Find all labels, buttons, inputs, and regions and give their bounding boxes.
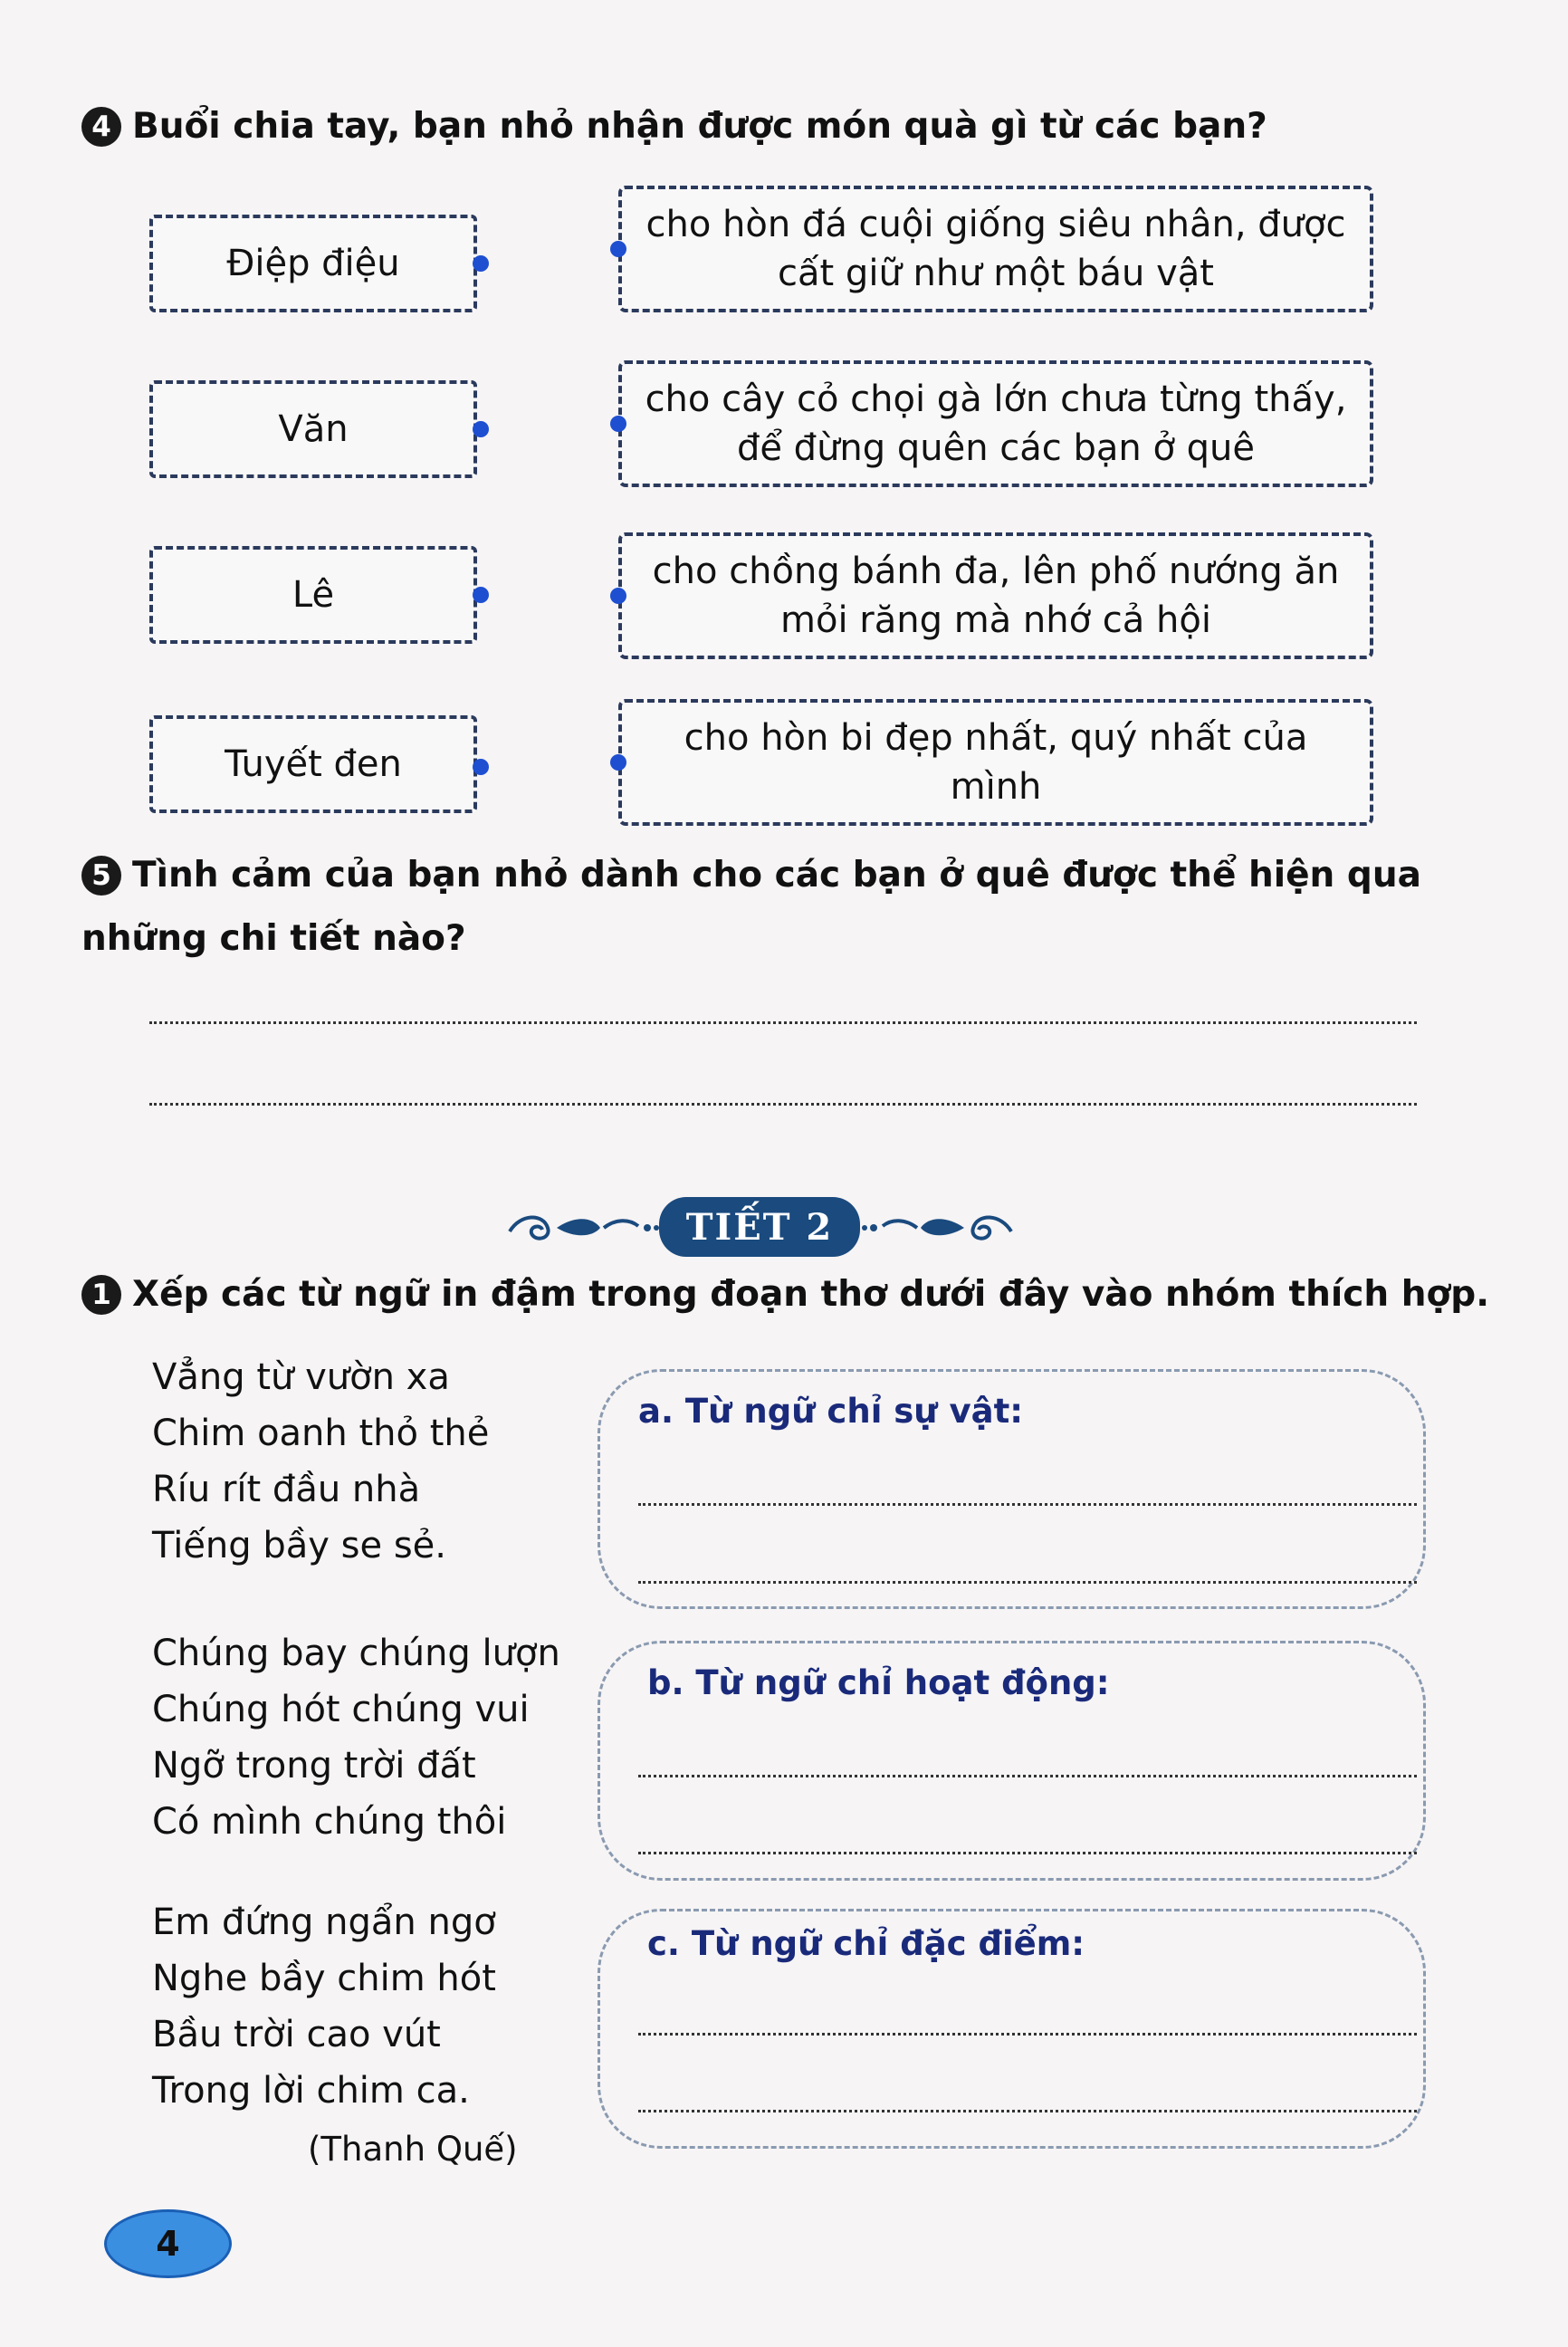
poem-line: Tiếng bầy se sẻ. <box>152 1525 446 1566</box>
gift-box-1[interactable]: cho hòn đá cuội giống siêu nhân, được cất giữ như một báu vật <box>618 186 1373 312</box>
exercise-1 <box>81 1269 1494 1321</box>
gift-box-4[interactable]: cho hòn bi đẹp nhất, quý nhất của mình <box>618 699 1373 826</box>
group-title-objects: a. Từ ngữ chỉ sự vật: <box>638 1392 1024 1431</box>
poem-author: (Thanh Quế) <box>308 2130 518 2169</box>
name-box-le[interactable]: Lê <box>149 546 477 644</box>
answer-line[interactable] <box>149 1021 1417 1024</box>
poem-line: Em đứng ngẩn ngơ <box>152 1902 496 1943</box>
poem-line: Nghe bầy chim hót <box>152 1958 496 1999</box>
poem-line: Ríu rít đầu nhà <box>152 1469 421 1510</box>
answer-line[interactable] <box>149 1103 1417 1106</box>
answer-line[interactable] <box>638 2033 1417 2036</box>
answer-line[interactable] <box>638 1503 1417 1506</box>
match-dot-left-1[interactable] <box>473 255 489 272</box>
poem-line: Chúng bay chúng lượn <box>152 1633 560 1674</box>
banner-ornament-left <box>502 1206 661 1248</box>
question-5 <box>81 844 1467 971</box>
poem-stanza-3 <box>152 1894 496 2119</box>
match-dot-left-2[interactable] <box>473 421 489 437</box>
question-number-badge: 5 <box>81 856 121 896</box>
question-number-badge: 4 <box>81 107 121 147</box>
name-box-van[interactable]: Văn <box>149 380 477 478</box>
poem-line: Vẳng từ vườn xa <box>152 1356 450 1398</box>
poem-line: Có mình chúng thôi <box>152 1801 507 1843</box>
answer-line[interactable] <box>638 1852 1417 1854</box>
name-box-diep-dieu[interactable]: Điệp điệu <box>149 215 477 312</box>
question-4 <box>81 101 1494 153</box>
answer-line[interactable] <box>638 2110 1417 2112</box>
group-title-actions: b. Từ ngữ chỉ hoạt động: <box>647 1663 1110 1702</box>
section-banner: TIẾT 2 <box>659 1197 860 1257</box>
page-number: 4 <box>104 2209 232 2278</box>
match-dot-left-3[interactable] <box>473 587 489 603</box>
gift-box-3[interactable]: cho chồng bánh đa, lên phố nướng ăn mỏi răng mà nhớ cả hội <box>618 532 1373 659</box>
poem-line: Bầu trời cao vút <box>152 2014 441 2055</box>
match-dot-right-4[interactable] <box>610 754 626 771</box>
poem-stanza-1 <box>152 1349 489 1574</box>
gift-box-2[interactable]: cho cây cỏ chọi gà lớn chưa từng thấy, để đừng quên các bạn ở quê <box>618 360 1373 487</box>
question-4-text: Buổi chia tay, bạn nhỏ nhận được món quà gì từ các bạn? <box>132 106 1267 147</box>
group-title-qualities: c. Từ ngữ chỉ đặc điểm: <box>647 1924 1085 1963</box>
match-dot-left-4[interactable] <box>473 759 489 775</box>
poem-stanza-2 <box>152 1625 560 1850</box>
poem-line: Chim oanh thỏ thẻ <box>152 1413 490 1454</box>
answer-line[interactable] <box>638 1775 1417 1777</box>
match-dot-right-2[interactable] <box>610 416 626 432</box>
match-dot-right-3[interactable] <box>610 588 626 604</box>
question-number-badge: 1 <box>81 1275 121 1315</box>
name-box-tuyet-den[interactable]: Tuyết đen <box>149 715 477 813</box>
answer-line[interactable] <box>638 1581 1417 1584</box>
poem-line: Trong lời chim ca. <box>152 2070 470 2112</box>
poem-line: Ngỡ trong trời đất <box>152 1745 476 1787</box>
question-5-text: Tình cảm của bạn nhỏ dành cho các bạn ở quê được thể hiện qua những chi tiết nào? <box>81 855 1421 959</box>
banner-ornament-right <box>860 1206 1018 1248</box>
match-dot-right-1[interactable] <box>610 241 626 257</box>
poem-line: Chúng hót chúng vui <box>152 1689 530 1730</box>
exercise-1-text: Xếp các từ ngữ in đậm trong đoạn thơ dưới đây vào nhóm thích hợp. <box>132 1274 1490 1315</box>
